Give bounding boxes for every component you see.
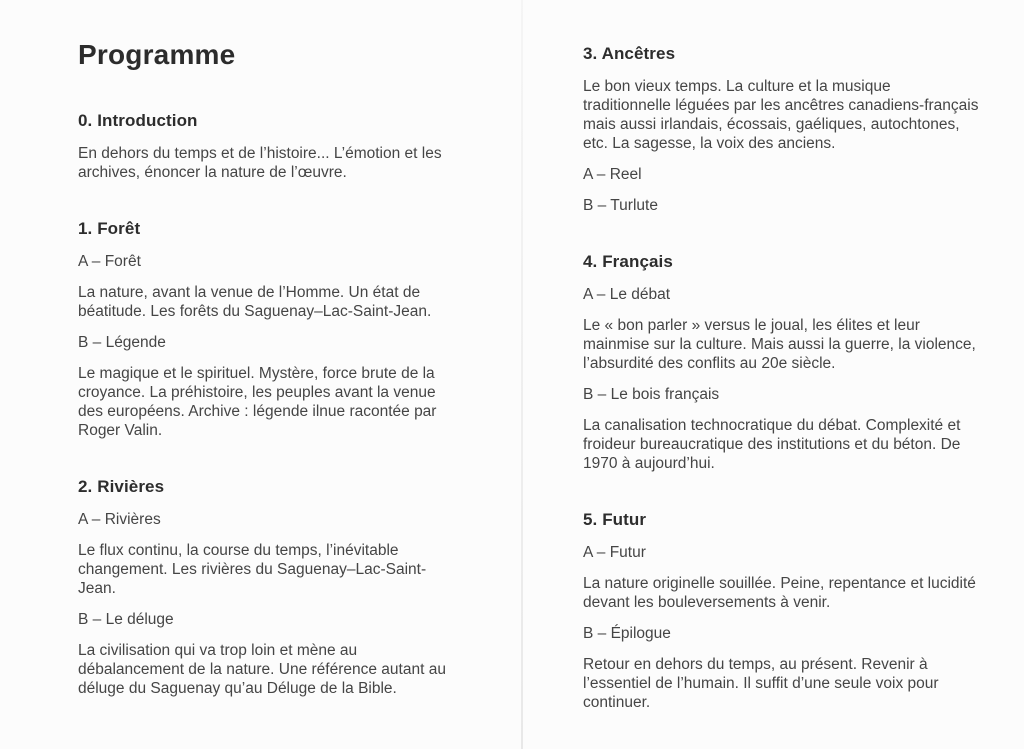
section-heading: 5. Futur <box>583 510 647 529</box>
section-heading: 4. Français <box>583 252 673 271</box>
track-label: A – Rivières <box>78 511 161 528</box>
track-label: A – Le débat <box>583 286 671 303</box>
section-paragraph: La nature, avant la venue de l’Homme. Un état de béatitude. Les forêts du Saguenay–Lac-Saint-Jean. <box>78 284 432 320</box>
track-label: A – Reel <box>583 166 642 183</box>
section-heading: 0. Introduction <box>78 111 198 130</box>
track-label: B – Épilogue <box>583 625 671 642</box>
page-title: Programme <box>78 39 236 70</box>
section-paragraph: Le « bon parler » versus le joual, les élites et leur mainmise sur la culture. Mais aussi la guerre, la violence, l’absurdité des conflits au 20e siècle. <box>583 317 976 372</box>
section-paragraph: En dehors du temps et de l’histoire... L’émotion et les archives, énoncer la nature de l’œuvre. <box>78 145 442 181</box>
page-fold-line <box>521 0 523 749</box>
program-section <box>583 44 979 215</box>
program-section <box>78 111 464 182</box>
right-column <box>583 0 979 724</box>
track-label: B – Turlute <box>583 197 658 214</box>
track-label: B – Légende <box>78 334 166 351</box>
section-paragraph: Le bon vieux temps. La culture et la musique traditionnelle léguées par les ancêtres canadiens-français mais aussi irlandais, écossais, gaéliques, autochtones, etc. La sagesse, la voix des anciens. <box>583 78 979 152</box>
section-paragraph: Le flux continu, la course du temps, l’inévitable changement. Les rivières du Saguenay–Lac-Saint-Jean. <box>78 542 427 597</box>
program-section <box>78 219 464 440</box>
section-heading: 2. Rivières <box>78 477 165 496</box>
section-heading: 1. Forêt <box>78 219 141 238</box>
track-label: B – Le bois français <box>583 386 720 403</box>
program-section <box>78 477 464 698</box>
track-label: A – Futur <box>583 544 646 561</box>
program-section <box>583 510 979 712</box>
section-paragraph: Retour en dehors du temps, au présent. Revenir à l’essentiel de l’humain. Il suffit d’une seule voix pour continuer. <box>583 656 939 711</box>
track-label: B – Le déluge <box>78 611 174 628</box>
section-paragraph: Le magique et le spirituel. Mystère, force brute de la croyance. La préhistoire, les peuples avant la venue des européens. Archive : légende ilnue racontée par Roger Valin. <box>78 365 437 439</box>
section-paragraph: La canalisation technocratique du débat. Complexité et froideur bureaucratique des institutions et du béton. De 1970 à aujourd’hui. <box>583 417 961 472</box>
section-heading: 3. Ancêtres <box>583 44 676 63</box>
left-column <box>78 0 464 710</box>
program-section <box>583 252 979 473</box>
section-paragraph: La civilisation qui va trop loin et mène au débalancement de la nature. Une référence autant au déluge du Saguenay qu’au Déluge de la Bible. <box>78 642 446 697</box>
track-label: A – Forêt <box>78 253 141 270</box>
section-paragraph: La nature originelle souillée. Peine, repentance et lucidité devant les bouleversements à venir. <box>583 575 976 611</box>
